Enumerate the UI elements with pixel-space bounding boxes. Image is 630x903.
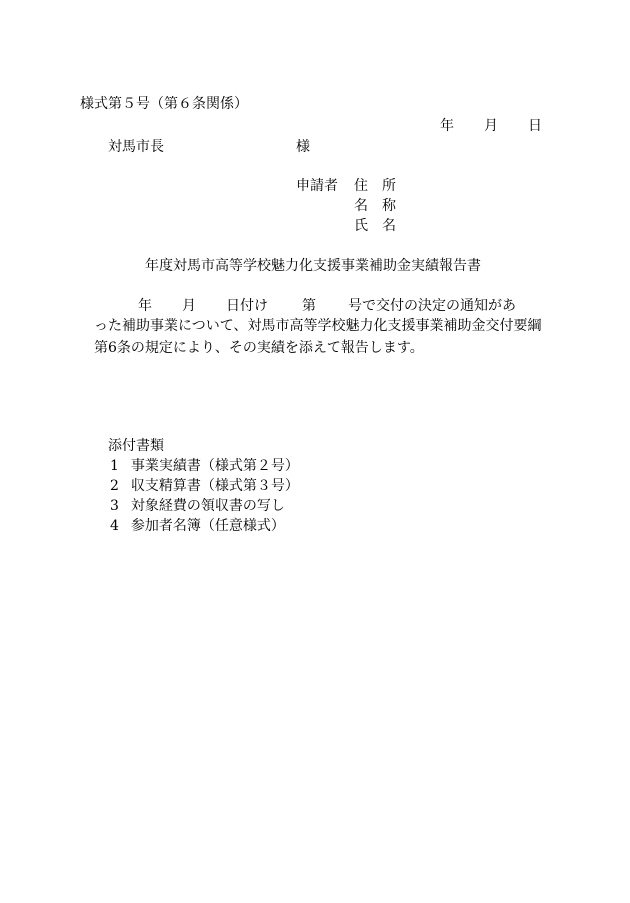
body-line-2: った補助事業について、対馬市高等学校魅力化支援事業補助金交付要綱 <box>94 318 542 334</box>
attachment-item-text: 収支精算書（様式第３号） <box>130 478 299 494</box>
date-month-label: 月 <box>484 118 498 134</box>
applicant-person-label: 氏 名 <box>354 218 396 234</box>
attachment-item-1 <box>110 456 299 476</box>
form-number: 様式第５号（第６条関係） <box>80 96 248 112</box>
addressee-honorific: 様 <box>296 139 310 155</box>
date-line <box>440 116 542 136</box>
date-day-label: 日 <box>528 118 542 134</box>
body-month-label: 月 <box>182 298 196 314</box>
attachment-item-text: 参加者名簿（任意様式） <box>130 518 285 534</box>
attachment-item-2 <box>110 476 299 496</box>
body-line-1-rest: 号で交付の決定の通知があ <box>348 298 516 314</box>
body-no-label: 第 <box>302 298 316 314</box>
attachment-item-text: 対象経費の領収書の写し <box>130 498 285 514</box>
attachment-item-number: 1 <box>110 458 119 474</box>
date-year-label: 年 <box>440 118 454 134</box>
attachment-item-number: 3 <box>110 498 119 514</box>
body-line-1 <box>138 296 516 316</box>
attachment-item-number: 4 <box>110 518 119 534</box>
attachment-item-3 <box>110 496 285 516</box>
body-line-3: 第6条の規定により、その実績を添えて報告します。 <box>94 340 424 356</box>
applicant-org-label: 名 称 <box>354 198 396 214</box>
attachments-heading: 添付書類 <box>108 438 164 454</box>
document-title: 年度対馬市高等学校魅力化支援事業補助金実績報告書 <box>145 258 481 274</box>
attachment-item-number: 2 <box>110 478 119 494</box>
body-dated-label: 日付け <box>226 298 268 314</box>
applicant-label: 申請者 <box>296 178 338 194</box>
body-year-label: 年 <box>138 298 152 314</box>
attachment-item-text: 事業実績書（様式第２号） <box>130 458 299 474</box>
addressee-name: 対馬市長 <box>108 139 164 155</box>
attachment-item-4 <box>110 516 285 536</box>
applicant-address-label: 住 所 <box>354 178 396 194</box>
